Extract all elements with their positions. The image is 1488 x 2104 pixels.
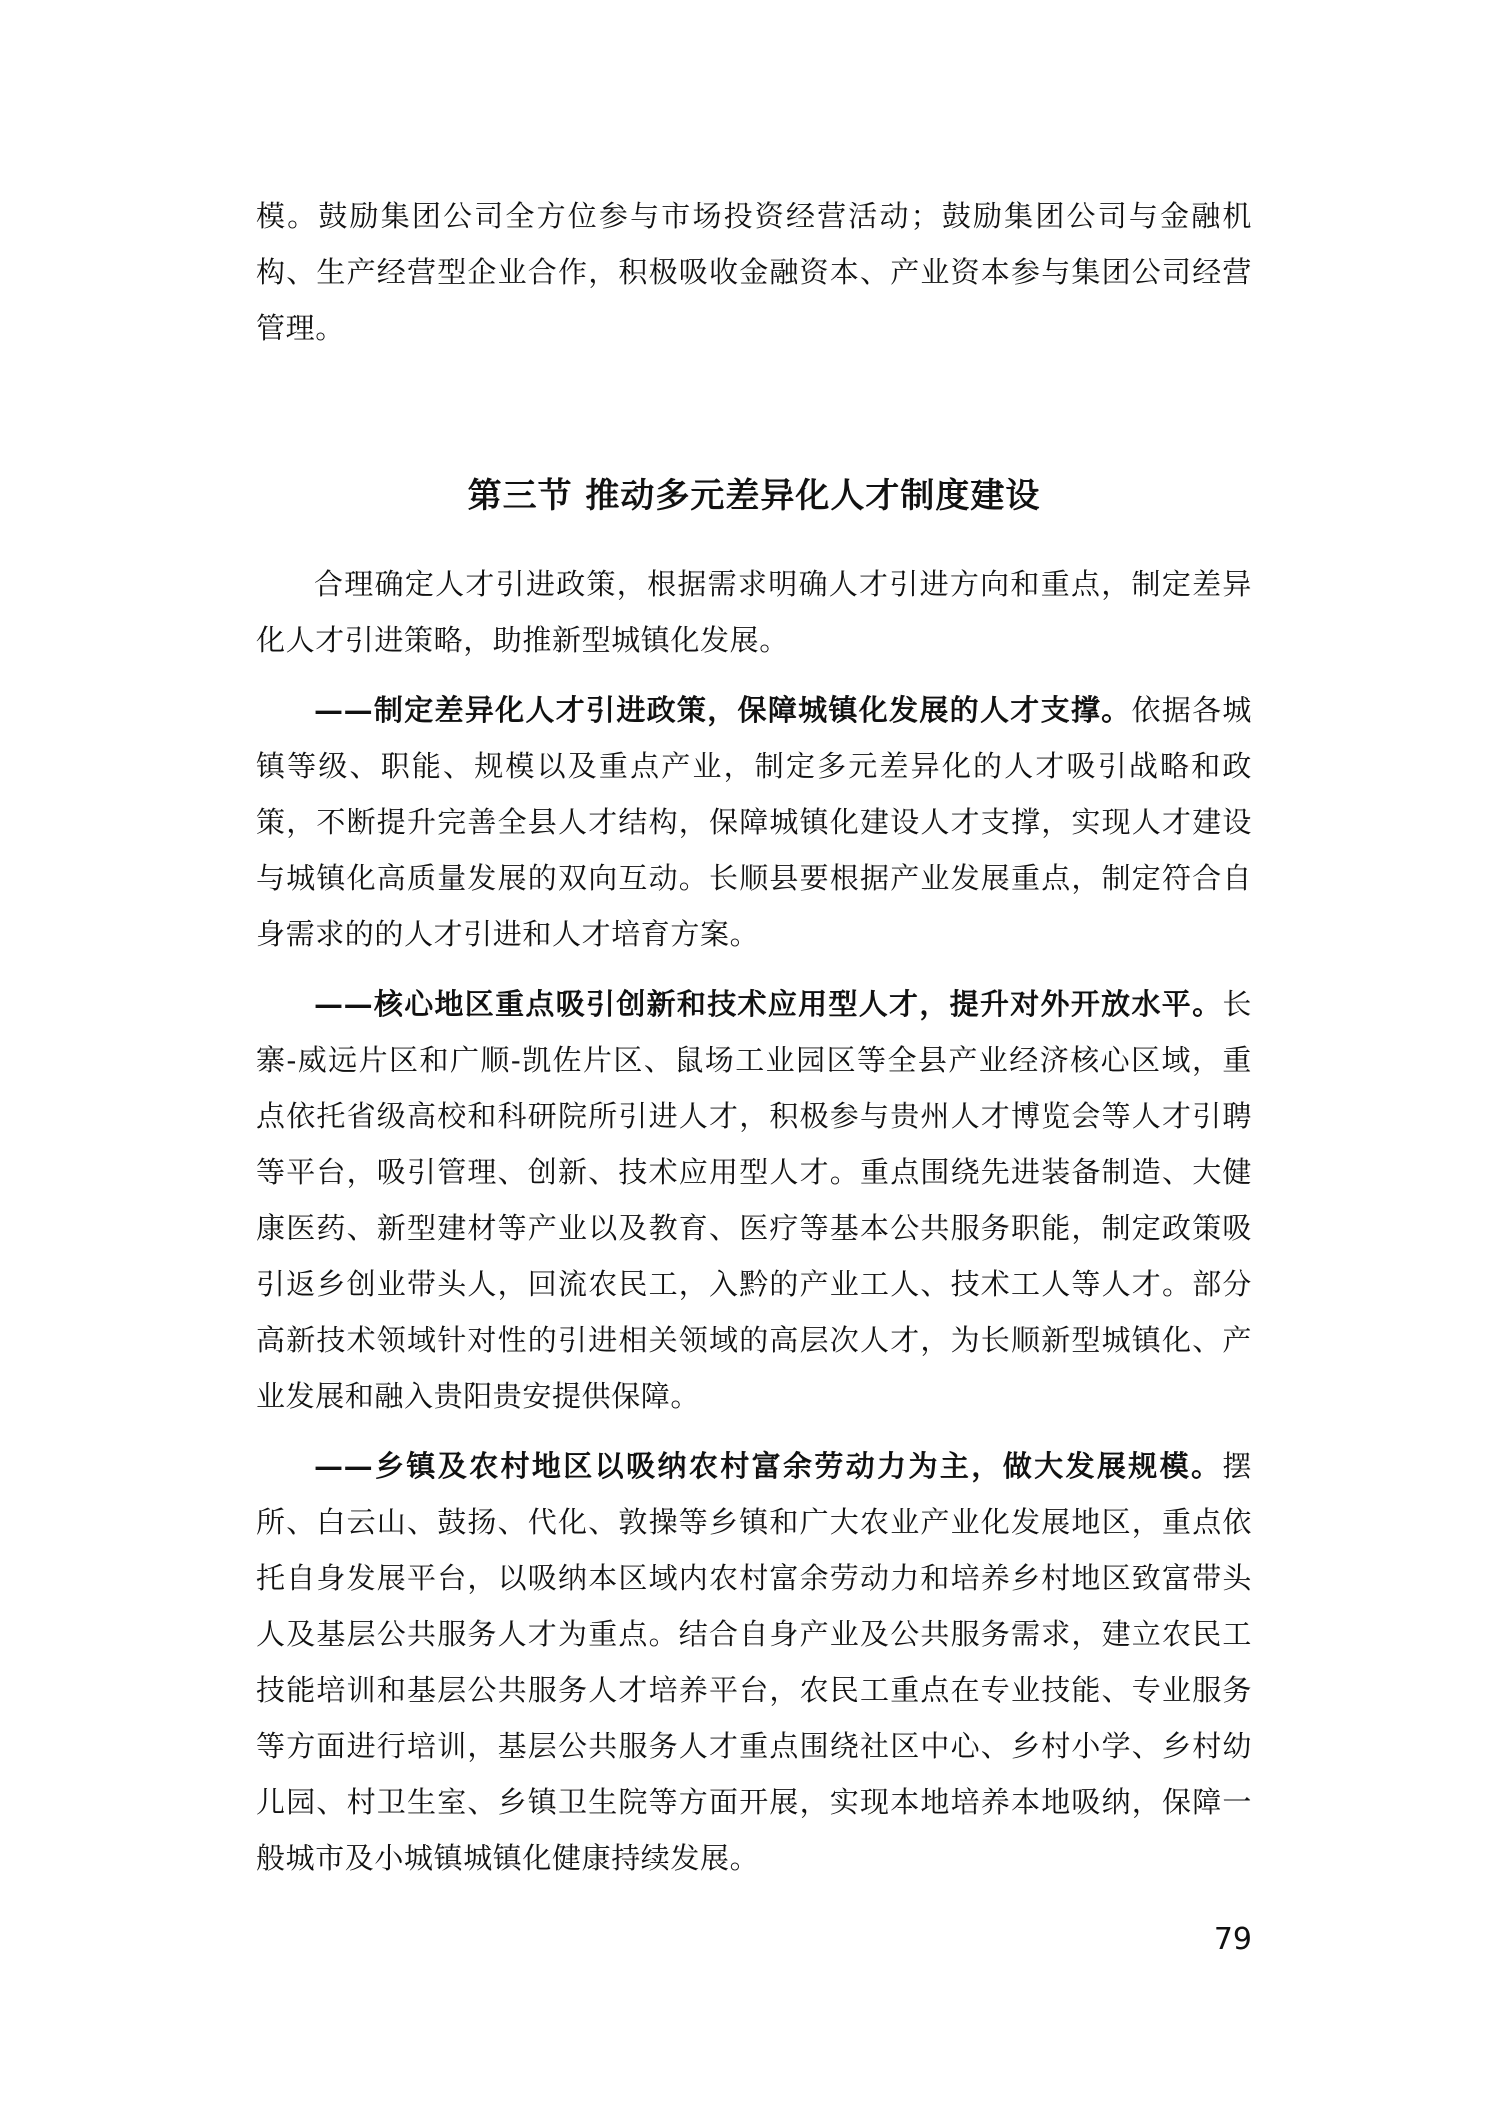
paragraph-4	[256, 1438, 1252, 1886]
paragraph-4-body: 摆所、白云山、鼓扬、代化、敦操等乡镇和广大农业产业化发展地区，重点依托自身发展平台，以吸纳本区域内农村富余劳动力和培养乡村地区致富带头人及基层公共服务人才为重点。结合自身产业及公共服务需求，建立农民工技能培训和基层公共服务人才培养平台，农民工重点在专业技能、专业服务等方面进行培训，基层公共服务人才重点围绕社区中心、乡村小学、乡村幼儿园、村卫生室、乡镇卫生院等方面开展，实现本地培养本地吸纳，保障一般城市及小城镇城镇化健康持续发展。	[256, 1449, 1252, 1875]
paragraph-3-lead: ——核心地区重点吸引创新和技术应用型人才，提升对外开放水平。	[314, 987, 1223, 1021]
paragraph-1	[256, 556, 1252, 668]
paragraph-2-lead: ——制定差异化人才引进政策，保障城镇化发展的人才支撑。	[314, 693, 1132, 727]
page-content	[256, 188, 1252, 1886]
paragraph-3-body: 长寨-威远片区和广顺-凯佐片区、鼠场工业园区等全县产业经济核心区域，重点依托省级高校和科研院所引进人才，积极参与贵州人才博览会等人才引聘等平台，吸引管理、创新、技术应用型人才。重点围绕先进装备制造、大健康医药、新型建材等产业以及教育、医疗等基本公共服务职能，制定政策吸引返乡创业带头人，回流农民工，入黔的产业工人、技术工人等人才。部分高新技术领域针对性的引进相关领域的高层次人才，为长顺新型城镇化、产业发展和融入贵阳贵安提供保障。	[256, 987, 1252, 1413]
intro-paragraph: 模。鼓励集团公司全方位参与市场投资经营活动；鼓励集团公司与金融机构、生产经营型企业合作，积极吸收金融资本、产业资本参与集团公司经营管理。	[256, 199, 1252, 345]
paragraph-2	[256, 682, 1252, 962]
paragraph-2-body: 依据各城镇等级、职能、规模以及重点产业，制定多元差异化的人才吸引战略和政策，不断提升完善全县人才结构，保障城镇化建设人才支撑，实现人才建设与城镇化高质量发展的双向互动。长顺县要根据产业发展重点，制定符合自身需求的的人才引进和人才培育方案。	[256, 693, 1252, 951]
page-number: 79	[1213, 1922, 1252, 1957]
paragraph-3	[256, 976, 1252, 1424]
paragraph-1-body: 合理确定人才引进政策，根据需求明确人才引进方向和重点，制定差异化人才引进策略，助推新型城镇化发展。	[256, 567, 1252, 657]
paragraph-4-lead: ——乡镇及农村地区以吸纳农村富余劳动力为主，做大发展规模。	[314, 1449, 1223, 1483]
section-heading-block	[256, 468, 1252, 524]
section-title: 第三节 推动多元差异化人才制度建设	[467, 476, 1041, 516]
